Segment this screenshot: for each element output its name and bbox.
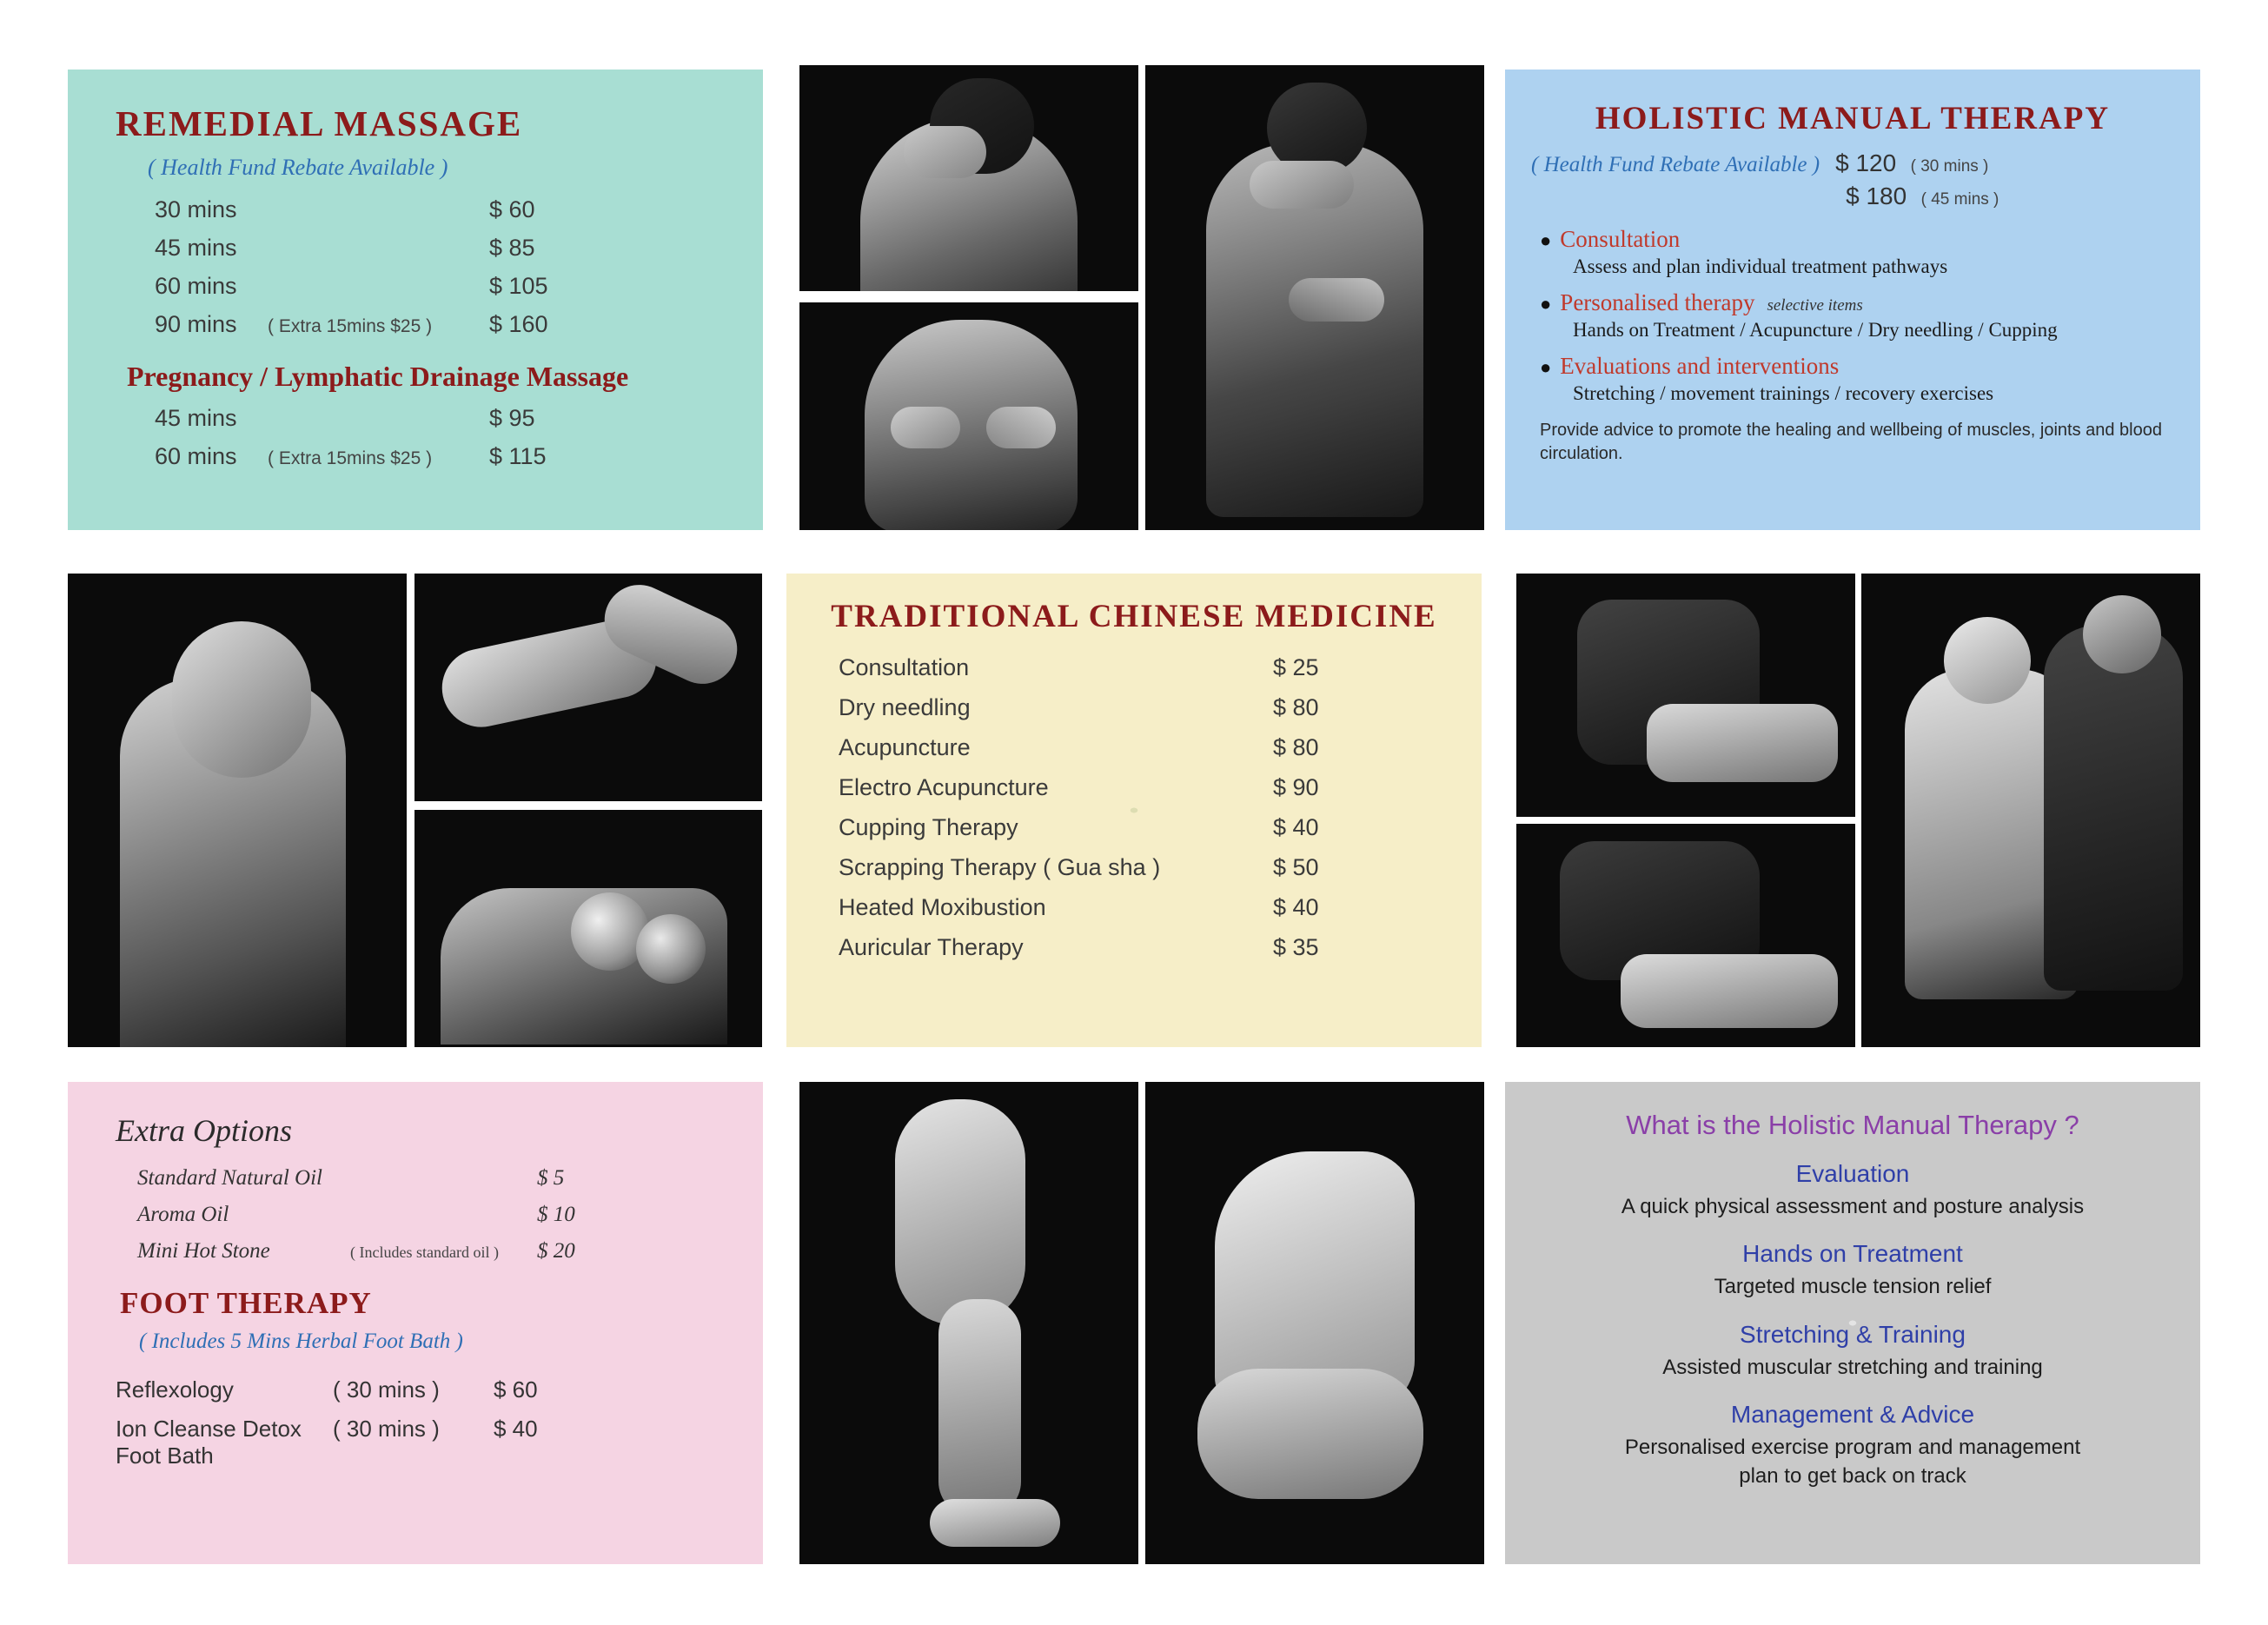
price-label: 45 mins: [155, 235, 237, 261]
price-amount: $ 85: [489, 235, 535, 261]
photo-leg-self-massage: [799, 1082, 1138, 1564]
panel-what-is-holistic-manual-therapy: [1505, 1082, 2200, 1564]
price-row: [155, 273, 763, 300]
tcm-price-list: [839, 654, 1482, 961]
price-amount: $ 40: [1273, 894, 1319, 920]
list-item: [1540, 226, 2200, 278]
price-label: 60 mins: [155, 443, 237, 469]
photo-cupping-therapy: [414, 810, 762, 1047]
price-label: Dry needling: [839, 694, 971, 720]
price-row: [155, 196, 763, 223]
price-label: 90 mins: [155, 311, 237, 337]
price-label: Scrapping Therapy ( Gua sha ): [839, 854, 1161, 880]
price-amount: $ 160: [489, 311, 548, 337]
price-row: [839, 694, 1482, 721]
holistic-subtitle: ( Health Fund Rebate Available ): [1531, 153, 1820, 176]
pregnancy-massage-title: Pregnancy / Lymphatic Drainage Massage: [127, 361, 629, 392]
price-amount: $ 90: [1273, 774, 1319, 800]
price-label: Mini Hot Stone: [137, 1239, 270, 1263]
price-note: ( Extra 15mins $25 ): [268, 316, 433, 336]
holistic-title: HOLISTIC MANUAL THERAPY: [1595, 101, 2111, 136]
price-label: Standard Natural Oil: [137, 1166, 322, 1190]
tcm-title: TRADITIONAL CHINESE MEDICINE: [831, 599, 1437, 634]
price-label: 45 mins: [155, 405, 237, 431]
bullet-heading: ● Consultation: [1540, 226, 1681, 252]
price-row: [116, 1376, 763, 1403]
holistic-subtitle-row: [1531, 149, 2200, 210]
photo-shoulder-treatment: [1145, 65, 1484, 530]
price-row: [155, 405, 763, 432]
bullet-body: Assess and plan individual treatment pathways: [1573, 255, 1948, 277]
price-label: Aroma Oil: [137, 1203, 229, 1226]
price-row: [839, 654, 1482, 681]
price-label: Reflexology: [116, 1376, 234, 1403]
price-label: Acupuncture: [839, 734, 971, 760]
pregnancy-price-list: [155, 405, 763, 470]
price-row: [839, 894, 1482, 921]
price-amount: $ 40: [494, 1416, 538, 1442]
bullet-dot-icon: ●: [1540, 293, 1552, 315]
bullet-dot-icon: ●: [1540, 356, 1552, 378]
whatis-text: Personalised exercise program and management plan to get back on track: [1624, 1436, 2081, 1488]
extra-options-title: Extra Options: [116, 1113, 292, 1148]
price-label: 60 mins: [155, 273, 237, 299]
price-label: Electro Acupuncture: [839, 774, 1049, 800]
price-amount: $ 60: [494, 1376, 538, 1403]
whatis-block: [1505, 1321, 2200, 1382]
whatis-heading: Hands on Treatment: [1742, 1240, 1963, 1268]
price-amount: $ 20: [537, 1239, 575, 1263]
whatis-heading: Stretching & Training: [1740, 1320, 1966, 1348]
panel-remedial-massage: [68, 70, 763, 530]
foot-therapy-title: FOOT THERAPY: [120, 1286, 372, 1320]
foot-therapy-price-list: [116, 1376, 763, 1469]
price-amount: $ 115: [489, 443, 547, 469]
panel-holistic-manual-therapy: [1505, 70, 2200, 530]
photo-table-treatment: [1516, 574, 1855, 817]
price-amount: $ 120: [1835, 149, 1897, 176]
bullet-body: Stretching / movement trainings / recovery exercises: [1573, 382, 1994, 404]
price-row: [137, 1203, 763, 1227]
price-row: [155, 443, 763, 470]
price-row: [839, 854, 1482, 881]
list-item: [1540, 353, 2200, 405]
price-label: Cupping Therapy: [839, 814, 1018, 840]
price-note: ( Includes standard oil ): [350, 1244, 499, 1261]
price-row: [137, 1166, 763, 1191]
price-amount: $ 95: [489, 405, 535, 431]
price-row: [839, 814, 1482, 841]
price-amount: $ 50: [1273, 854, 1319, 880]
price-amount: $ 80: [1273, 734, 1319, 760]
foot-therapy-subtitle: ( Includes 5 Mins Herbal Foot Bath ): [139, 1330, 463, 1353]
bullet-dot-icon: ●: [1540, 229, 1552, 251]
price-label: Heated Moxibustion: [839, 894, 1046, 920]
price-row: [137, 1239, 763, 1264]
price-label: Consultation: [839, 654, 970, 680]
holistic-price-box: [1835, 149, 1999, 210]
price-amount: $ 35: [1273, 934, 1319, 960]
price-row: [839, 774, 1482, 801]
holistic-bullet-list: [1540, 226, 2200, 405]
whatis-block: [1505, 1240, 2200, 1301]
price-amount: $ 80: [1273, 694, 1319, 720]
price-row: [116, 1416, 763, 1469]
price-row: [839, 734, 1482, 761]
remedial-price-list: [155, 196, 763, 338]
photo-acupuncture-hand: [414, 574, 762, 801]
list-item: [1540, 289, 2200, 342]
photo-assisted-stretch: [1861, 574, 2200, 1047]
photo-neck-pain: [799, 65, 1138, 291]
price-note: ( 30 mins ): [333, 1376, 440, 1403]
holistic-footer-note: Provide advice to promote the healing and wellbeing of muscles, joints and blood circulation.: [1540, 421, 2162, 463]
price-note: ( 45 mins ): [1920, 190, 1999, 209]
whatis-text: A quick physical assessment and posture analysis: [1621, 1195, 2085, 1218]
photo-face-portrait: [68, 574, 407, 1047]
remedial-title: REMEDIAL MASSAGE: [116, 103, 523, 143]
price-note: ( 30 mins ): [333, 1416, 440, 1442]
bullet-heading: ● Evaluations and interventions: [1540, 353, 1840, 379]
price-amount: $ 60: [489, 196, 535, 222]
price-row: [839, 934, 1482, 961]
photo-side-lying-treatment: [1516, 824, 1855, 1047]
bullet-heading: ● Personalised therapy selective items: [1540, 289, 1863, 315]
extra-options-price-list: [137, 1166, 763, 1264]
photo-foot-massage: [1145, 1082, 1484, 1564]
whatis-title: What is the Holistic Manual Therapy ?: [1626, 1110, 2079, 1140]
price-amount: $ 5: [537, 1166, 565, 1190]
price-row: [155, 235, 763, 262]
price-label: Auricular Therapy: [839, 934, 1024, 960]
price-row: [155, 311, 763, 338]
panel-extra-options-foot-therapy: [68, 1082, 763, 1564]
whatis-text: Targeted muscle tension relief: [1714, 1275, 1992, 1299]
price-amount: $ 180: [1846, 182, 1907, 209]
panel-traditional-chinese-medicine: [786, 574, 1482, 1047]
price-note: ( 30 mins ): [1910, 157, 1989, 176]
price-label: Ion Cleanse Detox Foot Bath: [116, 1416, 302, 1469]
photo-lower-back-pain: [799, 302, 1138, 530]
price-note: ( Extra 15mins $25 ): [268, 448, 433, 468]
whatis-heading: Evaluation: [1795, 1160, 1910, 1187]
remedial-subtitle: ( Health Fund Rebate Available ): [148, 155, 448, 180]
price-amount: $ 10: [537, 1203, 575, 1226]
price-amount: $ 25: [1273, 654, 1319, 680]
whatis-block: [1505, 1401, 2200, 1490]
bullet-body: Hands on Treatment / Acupuncture / Dry needling / Cupping: [1573, 319, 2058, 341]
price-amount: $ 40: [1273, 814, 1319, 840]
price-label: 30 mins: [155, 196, 237, 222]
whatis-heading: Management & Advice: [1730, 1401, 1975, 1429]
whatis-block: [1505, 1160, 2200, 1221]
whatis-text: Assisted muscular stretching and training: [1662, 1355, 2043, 1379]
price-amount: $ 105: [489, 273, 548, 299]
